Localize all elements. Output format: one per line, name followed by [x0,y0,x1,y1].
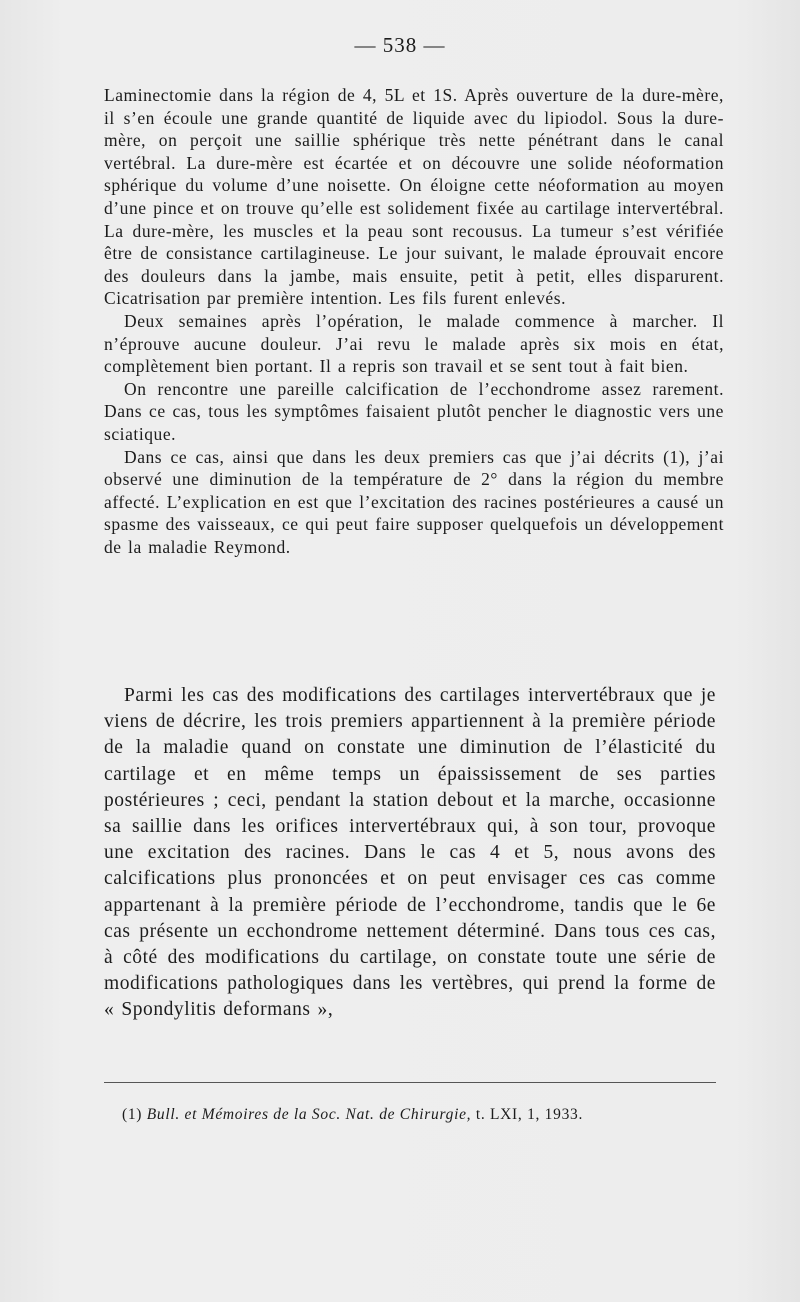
footnote-reference: t. LXI, 1, 1933. [475,1106,584,1123]
paragraph-temperature: Dans ce cas, ainsi que dans les deux premiers cas que j’ai décrits (1), j’ai observé une diminution de la température de 2° dans la région du membre affecté. L’explication en est que l’excitation des racines postérieures a causé un spasme des vaisseaux, ce qui peut faire supposer quelquefois un développement de la maladie Reymond. [104,446,724,557]
paragraph-calcification: On rencontre une pareille calcification de l’ecchondrome assez rarement. Dans ce cas, tous les symptômes faisaient plutôt pencher le diagnostic vers une sciatique. [104,378,724,444]
summary-section [104,683,716,1024]
footnote-divider [104,1082,716,1083]
footnote-title: Bull. et Mémoires de la Soc. Nat. de Chirurgie, [146,1106,472,1123]
footnote [122,1106,722,1124]
paragraph-operation: Laminectomie dans la région de 4, 5L et 1S. Après ouverture de la dure-mère, il s’en écoule une grande quantité de liquide avec du lipiodol. Sous la dure-mère, on perçoit une saillie sphérique très nette pénétrant dans le canal vertébral. La dure-mère est écartée et on découvre une solide néoformation sphérique du volume d’une noisette. On éloigne cette néoformation au moyen d’une pince et on trouve qu’elle est solidement fixée au cartilage intervertébral. La dure-mère, les muscles et la peau sont recousus. La tumeur s’est vérifiée être de consistance cartilagineuse. Le jour suivant, le malade éprouvait encore des douleurs dans la jambe, mais ensuite, petit à petit, elles disparurent. Cicatrisation par première intention. Les fils furent enlevés. [104,85,724,309]
paragraph-recovery: Deux semaines après l’opération, le malade commence à marcher. Il n’éprouve aucune douleur. J’ai revu le malade après six mois en état, complètement bien portant. Il a repris son travail et se sent tout à fait bien. [104,310,724,377]
body-text-section [104,84,724,558]
footnote-marker: (1) [122,1106,143,1123]
page-number: — 538 — [354,33,446,57]
paragraph-summary: Parmi les cas des modifications des cartilages intervertébraux que je viens de décrire, les trois premiers appartiennent à la première période de la maladie quand on constate une diminution de l’élasticité du cartilage et en même temps un épaississement de ses parties postérieures ; ceci, pendant la station debout et la marche, occasionne sa saillie dans les orifices intervertébraux qui, à son tour, provoque une excitation des racines. Dans le cas 4 et 5, nous avons des calcifications plus prononcées et on peut envisager ces cas comme appartenant à la première période de l’ecchondrome, tandis que le 6e cas présente un ecchondrome nettement déterminé. Dans tous ces cas, à côté des modifications du cartilage, on constate toute une série de modifications pathologiques dans les vertèbres, qui prend la forme de « Spondylitis deformans », [104,685,716,1021]
